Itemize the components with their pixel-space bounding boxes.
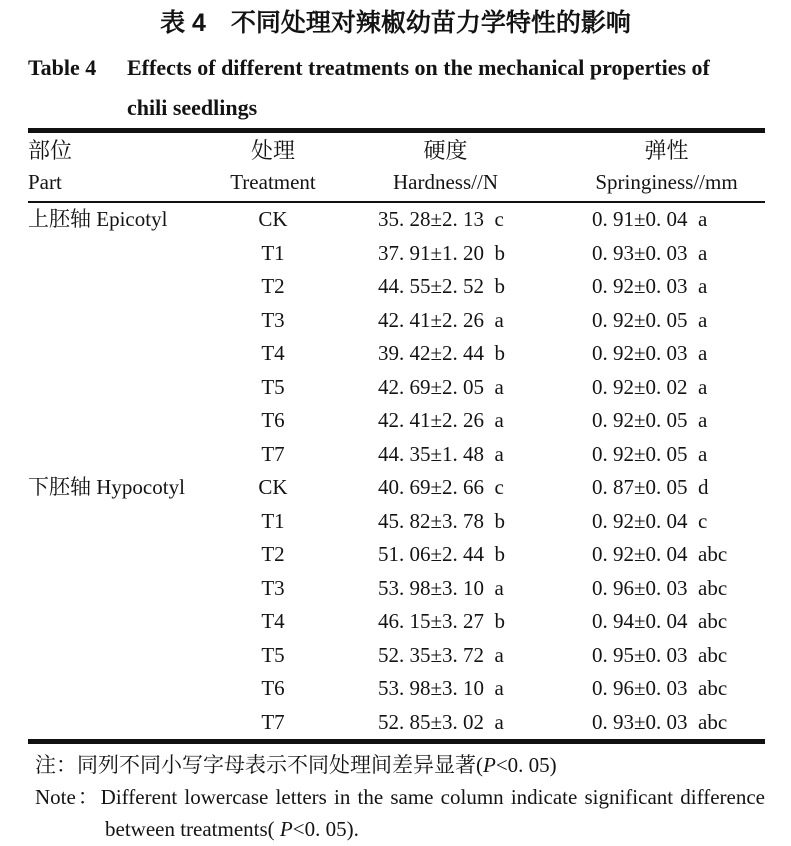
- treatment-cell: T3: [261, 307, 285, 332]
- springiness-value: 0. 92±0. 05 a: [592, 408, 708, 432]
- note-zh: [35, 749, 765, 781]
- springiness-value: 0. 94±0. 04 abc: [592, 609, 728, 633]
- springiness-value: 0. 92±0. 04 c: [592, 508, 708, 533]
- hardness-value: 51. 06±2. 44 b: [378, 542, 506, 566]
- springiness-value: 0. 96±0. 03 abc: [592, 676, 728, 700]
- column-header-hardness-zh: 硬度: [423, 138, 468, 163]
- treatment-cell: T2: [261, 542, 285, 566]
- table-row: [28, 202, 765, 237]
- springiness-value: 0. 93±0. 03 abc: [592, 709, 728, 734]
- header-row: [28, 131, 765, 203]
- column-header-treatment-zh: 处理: [250, 138, 295, 163]
- table-number-label: Table 4: [28, 55, 97, 80]
- table-row: [28, 237, 765, 271]
- springiness-value: 0. 92±0. 02 a: [592, 374, 708, 399]
- hardness-value: 45. 82±3. 78 b: [378, 508, 506, 533]
- note-en-tail: <0. 05).: [292, 817, 359, 841]
- hardness-value: 52. 35±3. 72 a: [378, 642, 504, 667]
- hardness-value: 40. 69±2. 66 c: [378, 475, 504, 499]
- column-header-springiness-en: Springiness//mm: [595, 170, 738, 194]
- springiness-value: 0. 92±0. 03 a: [592, 341, 708, 365]
- table-row: [28, 672, 765, 706]
- table-row: [28, 371, 765, 405]
- table-row: [28, 639, 765, 673]
- table-body: [28, 202, 765, 742]
- note-zh-pvalue: P: [483, 753, 496, 777]
- part-cell: [28, 371, 223, 405]
- part-cell: [28, 672, 223, 706]
- part-cell: [28, 438, 223, 472]
- treatment-cell: CK: [258, 207, 288, 231]
- treatment-cell: T5: [261, 374, 285, 399]
- column-header-part: [28, 131, 223, 203]
- hardness-value: 39. 42±2. 44 b: [378, 341, 506, 365]
- part-cell: [28, 404, 223, 438]
- column-header-springiness: [568, 131, 765, 203]
- treatment-cell: T6: [261, 408, 285, 432]
- part-cell: [28, 538, 223, 572]
- part-cell: [28, 706, 223, 742]
- hardness-value: 53. 98±3. 10 a: [378, 676, 504, 700]
- note-zh-text: 注：同列不同小写字母表示不同处理间差异显著(: [35, 753, 483, 777]
- treatment-cell: T1: [261, 508, 285, 533]
- note-zh-tail: <0. 05): [495, 753, 557, 777]
- table-row: [28, 471, 765, 505]
- hardness-value: 42. 41±2. 26 a: [378, 408, 504, 432]
- part-cell: [28, 639, 223, 673]
- springiness-value: 0. 92±0. 05 a: [592, 307, 708, 332]
- treatment-cell: T6: [261, 676, 285, 700]
- note-en: [35, 781, 765, 845]
- part-cell: [28, 304, 223, 338]
- springiness-value: 0. 92±0. 03 a: [592, 274, 708, 298]
- treatment-cell: CK: [258, 475, 288, 499]
- table-title-en-line2: chili seedlings: [127, 95, 258, 120]
- hardness-value: 53. 98±3. 10 a: [378, 575, 504, 600]
- springiness-value: 0. 96±0. 03 abc: [592, 575, 728, 600]
- table-row: [28, 304, 765, 338]
- part-cell: [28, 237, 223, 271]
- treatment-cell: T2: [261, 274, 285, 298]
- hardness-value: 35. 28±2. 13 c: [378, 207, 504, 231]
- table-row: [28, 438, 765, 472]
- springiness-value: 0. 92±0. 05 a: [592, 441, 708, 466]
- note-en-text: Different lowercase letters in the same column indicate significant difference between treatments(: [100, 785, 765, 841]
- springiness-value: 0. 92±0. 04 abc: [592, 542, 728, 566]
- springiness-value: 0. 87±0. 05 d: [592, 475, 709, 499]
- treatment-cell: T5: [261, 642, 285, 667]
- table-title-en-line1: Effects of different treatments on the mechanical properties of: [127, 55, 710, 80]
- hardness-value: 42. 41±2. 26 a: [378, 307, 504, 332]
- treatment-cell: T3: [261, 575, 285, 600]
- hardness-value: 37. 91±1. 20 b: [378, 240, 506, 265]
- hardness-value: 44. 55±2. 52 b: [378, 274, 506, 298]
- results-table: [28, 128, 765, 744]
- treatment-cell: T7: [261, 441, 285, 466]
- part-cell: 上胚轴 Epicotyl: [28, 207, 168, 231]
- table-title-en: [28, 48, 765, 128]
- springiness-value: 0. 95±0. 03 abc: [592, 642, 728, 667]
- springiness-value: 0. 91±0. 04 a: [592, 207, 708, 231]
- hardness-value: 52. 85±3. 02 a: [378, 709, 504, 734]
- table-row: [28, 404, 765, 438]
- part-cell: [28, 337, 223, 371]
- table-row: [28, 505, 765, 539]
- part-cell: [28, 572, 223, 606]
- hardness-value: 42. 69±2. 05 a: [378, 374, 504, 399]
- table-row: [28, 572, 765, 606]
- treatment-cell: T4: [261, 609, 285, 633]
- table-row: [28, 270, 765, 304]
- table-row: [28, 605, 765, 639]
- treatment-cell: T4: [261, 341, 285, 365]
- table-title-en-text: [127, 48, 765, 128]
- hardness-value: 46. 15±3. 27 b: [378, 609, 506, 633]
- part-cell: [28, 505, 223, 539]
- note-en-label: Note：: [35, 785, 101, 809]
- part-cell: 下胚轴 Hypocotyl: [28, 475, 185, 499]
- table-notes: [35, 749, 765, 845]
- column-header-treatment-en: Treatment: [230, 170, 316, 194]
- hardness-value: 44. 35±1. 48 a: [378, 441, 504, 466]
- treatment-cell: T7: [261, 709, 285, 734]
- part-cell: [28, 270, 223, 304]
- table-row: [28, 538, 765, 572]
- table-row: [28, 706, 765, 742]
- column-header-part-zh: 部位: [28, 138, 73, 163]
- table-row: [28, 337, 765, 371]
- column-header-treatment: [223, 131, 323, 203]
- treatment-cell: T1: [261, 240, 285, 265]
- table-title-zh: 表 4 不同处理对辣椒幼苗力学特性的影响: [160, 9, 631, 37]
- springiness-value: 0. 93±0. 03 a: [592, 240, 708, 265]
- column-header-hardness: [323, 131, 568, 203]
- part-cell: [28, 605, 223, 639]
- column-header-hardness-en: Hardness//N: [393, 170, 498, 194]
- column-header-part-en: Part: [28, 170, 62, 194]
- table-header: [28, 131, 765, 203]
- column-header-springiness-zh: 弹性: [644, 138, 689, 163]
- note-en-pvalue: P: [279, 817, 293, 841]
